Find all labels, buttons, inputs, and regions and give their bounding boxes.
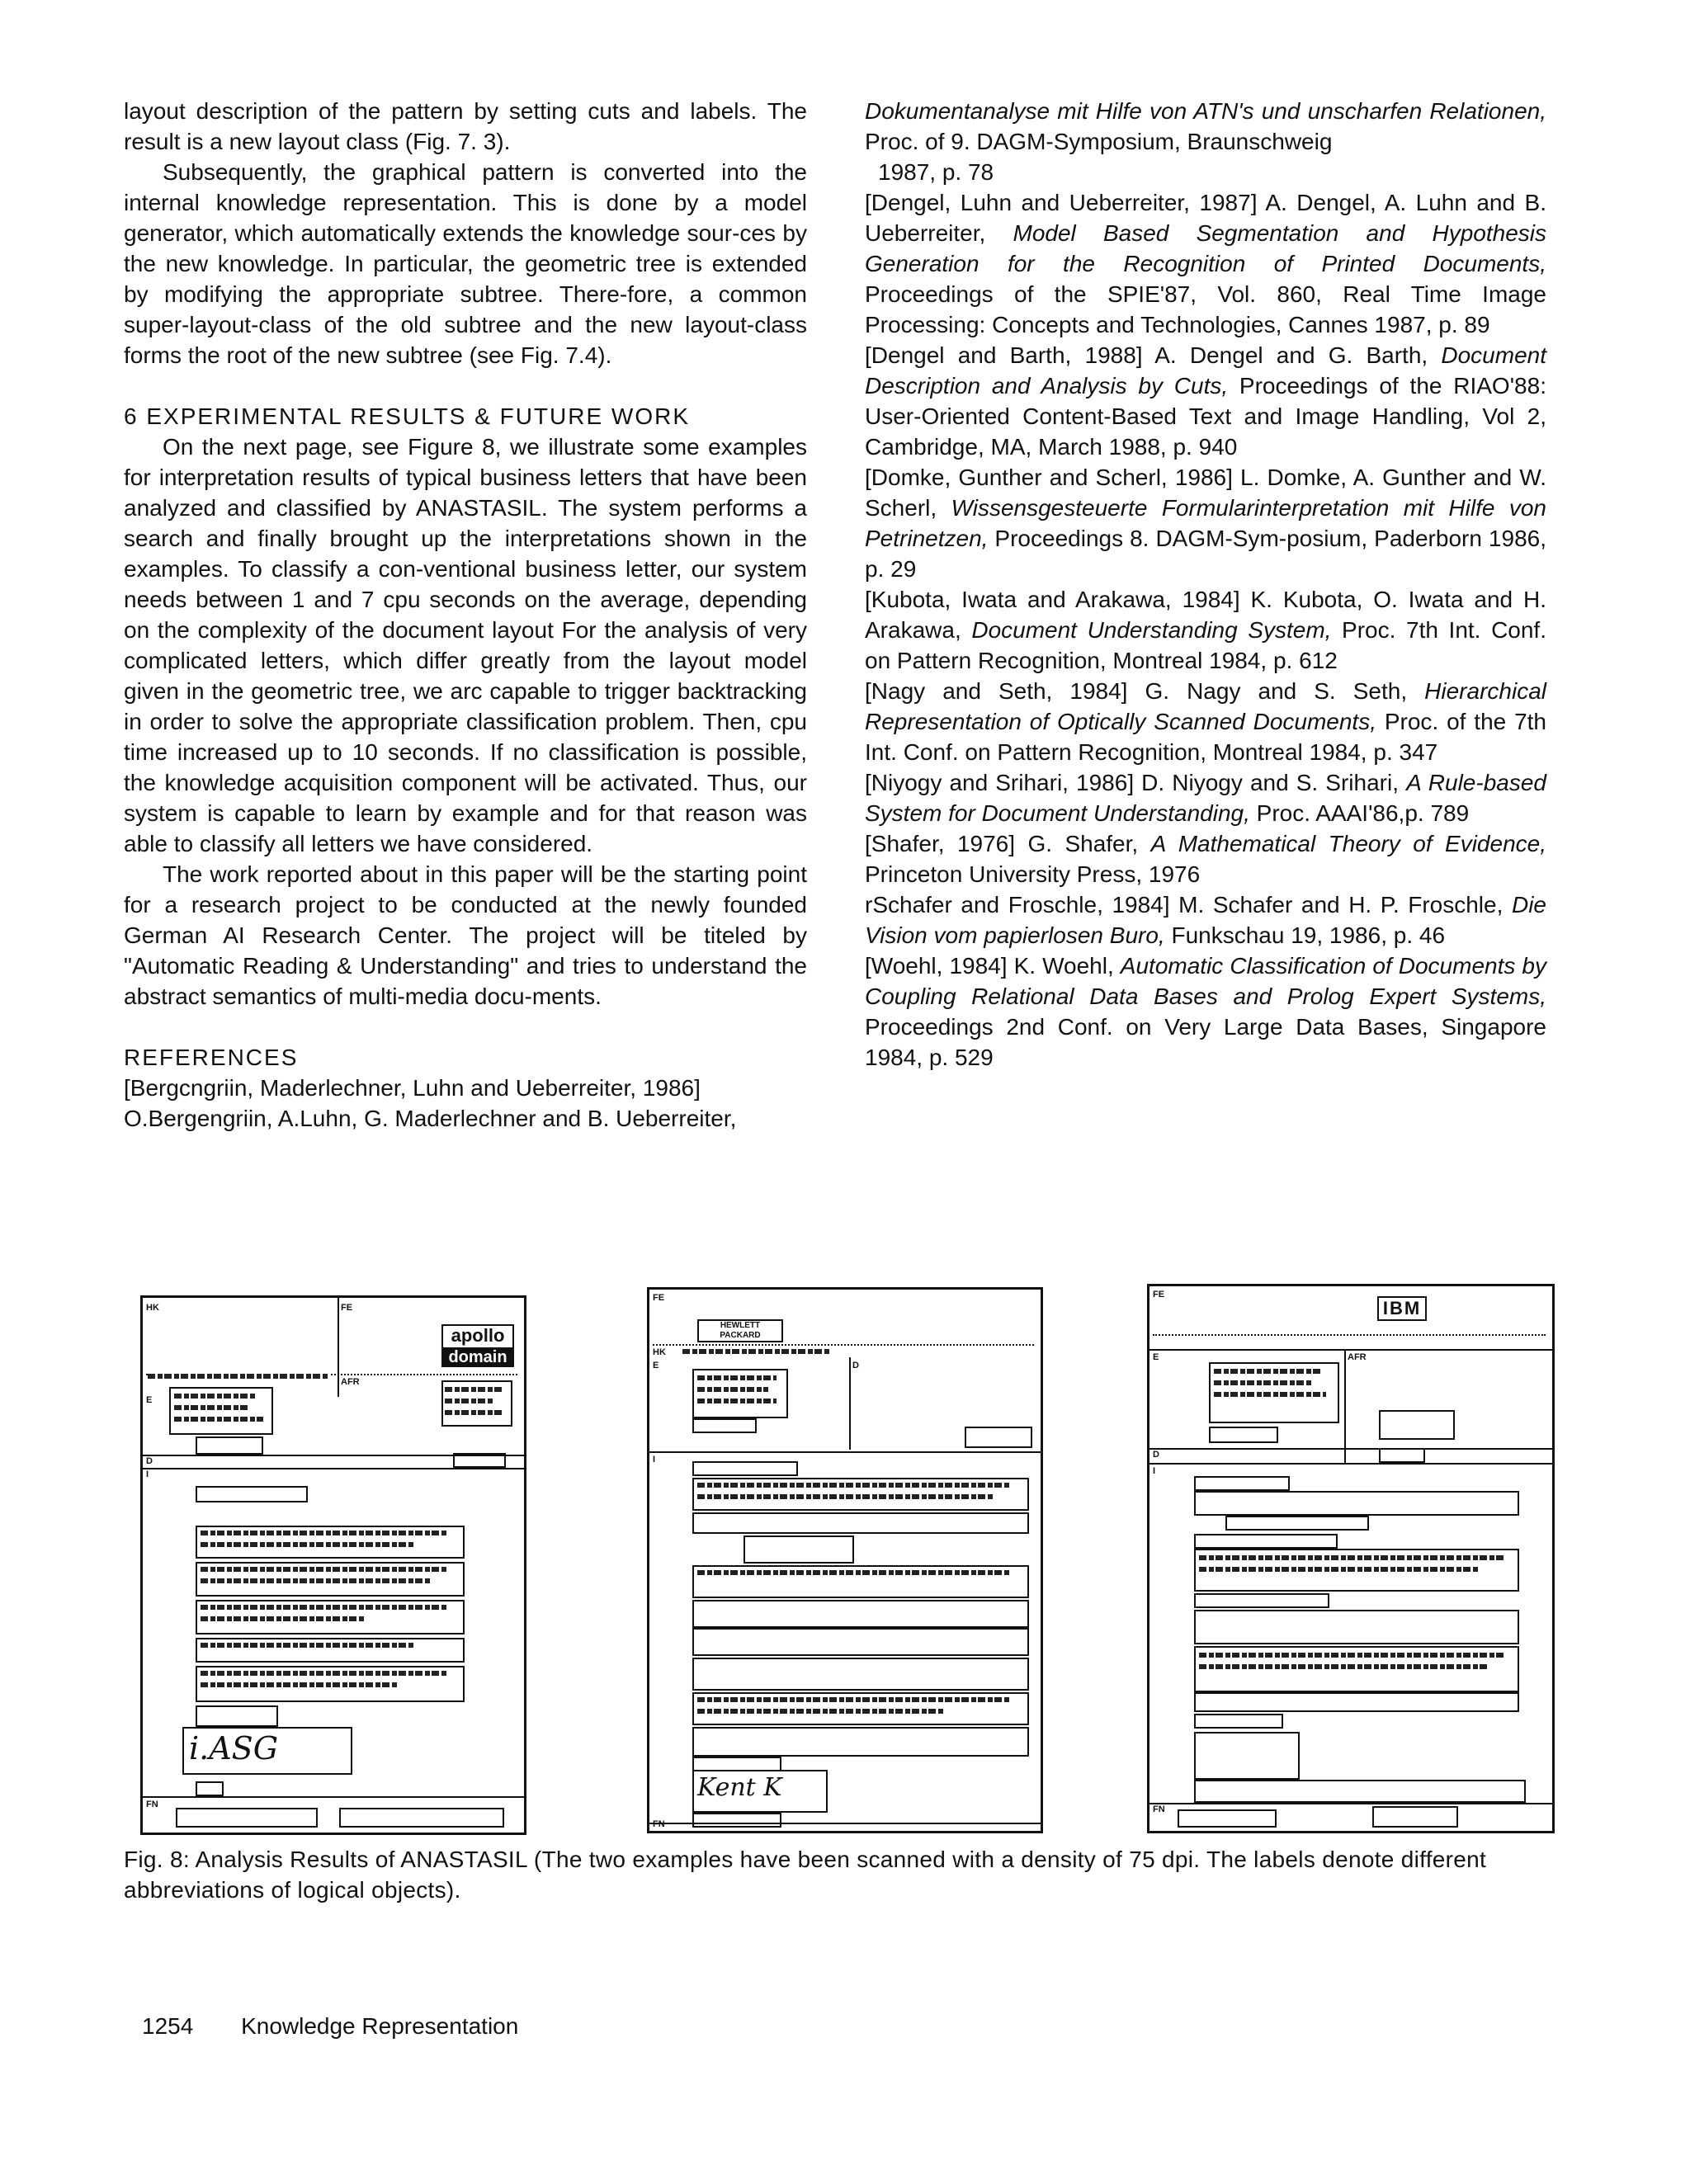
reference-7: [865, 767, 1546, 828]
ref9-rest: Funkschau 19, 1986, p. 46: [1164, 922, 1446, 948]
ref9-head: rSchafer and Froschle, 1984] M. Schafer and H. P. Froschle,: [865, 892, 1512, 917]
label-fe: FE: [341, 1303, 353, 1313]
ref10-head: [Woehl, 1984] K. Woehl,: [865, 953, 1121, 979]
page-number: 1254: [142, 2013, 194, 2039]
reference-8: [865, 828, 1546, 889]
ref8-rest: Princeton University Press, 1976: [865, 861, 1201, 887]
ref3-title: Document Description and Analysis by Cuts,: [865, 342, 1546, 399]
ref2-title: Model Based Segmentation and Hypothesis Generation for the Recognition of Printed Documents,: [865, 220, 1546, 276]
ref4-head: [Domke, Gunther and Scherl, 1986] L. Domke, A. Gunther and W. Scherl,: [865, 465, 1546, 521]
reference-6: [865, 676, 1546, 767]
reference-9: [865, 889, 1546, 950]
ref4-rest: Proceedings 8. DAGM-Sym-posium, Paderborn 1986, p. 29: [865, 526, 1546, 582]
left-column: [124, 96, 807, 1134]
ref2-rest: Proceedings of the SPIE'87, Vol. 860, Real Time Image Processing: Concepts and Technologies, Cannes 1987, p. 89: [865, 281, 1546, 337]
ref6-title: Hierarchical Representation of Optically Scanned Documents,: [865, 678, 1546, 734]
paragraph-4: The work reported about in this paper will be the starting point for a research project to be conducted at the newly founded German AI Research Center. The project will be titeled by "Automatic Reading & Understanding" and tries to understand the abstract semantics of multi-media docu-ments.: [124, 861, 807, 1009]
label-afr: AFR: [1348, 1352, 1367, 1362]
ref3-rest: Proceedings of the RIAO'88: User-Oriented Content-Based Text and Image Handling, Vol 2, Cambridge, MA, March 1988, p. 940: [865, 373, 1546, 460]
label-i: I: [653, 1455, 656, 1465]
ref1-authors: O.Bergengriin, A.Luhn, G. Maderlechner and B. Ueberreiter,: [124, 1106, 737, 1131]
ibm-logo: IBM: [1377, 1296, 1427, 1321]
reference-4: [865, 462, 1546, 584]
signature-box: [1194, 1732, 1300, 1780]
domain-logo: domain: [441, 1347, 514, 1367]
figure-caption: Fig. 8: Analysis Results of ANASTASIL (The two examples have been scanned with a density of 75 dpi. The labels denote different abbreviations of logical objects).: [124, 1847, 1487, 1903]
hp-logo: HEWLETT PACKARD: [697, 1319, 783, 1342]
label-fe: FE: [653, 1293, 665, 1303]
signature-doc2: Kent K: [697, 1773, 782, 1802]
label-fn: FN: [653, 1819, 665, 1829]
ref1-rest: Proc. of 9. DAGM-Symposium, Braunschweig: [865, 129, 1333, 154]
ref8-head: [Shafer, 1976] G. Shafer,: [865, 831, 1151, 856]
ref7-title: A Rule-based System for Document Understanding,: [865, 770, 1546, 826]
signature-doc1: i.ASG: [189, 1730, 279, 1767]
ref7-head: [Niyogy and Srihari, 1986] D. Niyogy and S. Srihari,: [865, 770, 1407, 795]
ref10-rest: Proceedings 2nd Conf. on Very Large Data Bases, Singapore 1984, p. 529: [865, 1014, 1546, 1070]
reference-1-continued: [865, 96, 1546, 157]
label-e: E: [1153, 1352, 1159, 1362]
label-i: I: [1153, 1466, 1156, 1476]
page-footer: [142, 2013, 518, 2040]
ref4-title: Wissensgesteuerte Formularinterpretation mit Hilfe von Petrinetzen,: [865, 495, 1546, 551]
label-afr: AFR: [341, 1377, 360, 1387]
ref5-title: Document Understanding System,: [971, 617, 1332, 643]
reference-10: [865, 950, 1546, 1073]
label-d: D: [146, 1456, 153, 1466]
label-hk: HK: [146, 1303, 159, 1313]
label-i: I: [146, 1469, 149, 1479]
label-d: D: [852, 1361, 859, 1370]
ref1-tail: 1987, p. 78: [878, 159, 994, 185]
ref1-key: [Bergcngriin, Maderlechner, Luhn and Ueberreiter, 1986]: [124, 1075, 701, 1101]
label-hk: HK: [653, 1347, 666, 1357]
label-e: E: [653, 1361, 659, 1370]
section-heading: 6 EXPERIMENTAL RESULTS & FUTURE WORK: [124, 403, 691, 429]
ref6-rest: Proc. of the 7th Int. Conf. on Pattern Recognition, Montreal 1984, p. 347: [865, 709, 1546, 765]
label-d: D: [1153, 1450, 1159, 1460]
figure-document-1: [140, 1295, 526, 1835]
references-heading: REFERENCES: [124, 1045, 299, 1070]
figure-document-2: [647, 1287, 1043, 1833]
apollo-logo: apollo: [441, 1324, 514, 1349]
ref7-rest: Proc. AAAI'86,p. 789: [1249, 800, 1470, 826]
paragraph-1: layout description of the pattern by setting cuts and labels. The result is a new layout class (Fig. 7. 3).: [124, 98, 807, 154]
footer-section: Knowledge Representation: [241, 2013, 519, 2039]
paragraph-2: Subsequently, the graphical pattern is converted into the internal knowledge representation. This is done by a model generator, which automatically extends the knowledge sour-ces by the new knowledge. In particular, the geometric tree is extended by modifying the appropriate subtree. There-fore, a common super-layout-class of the old subtree and the new layout-class forms the root of the new subtree (see Fig. 7.4).: [124, 159, 807, 368]
figure-document-3: [1147, 1284, 1555, 1833]
label-e: E: [146, 1395, 153, 1405]
reference-3: [865, 340, 1546, 462]
label-fn: FN: [146, 1800, 158, 1809]
paragraph-3: On the next page, see Figure 8, we illustrate some examples for interpretation results of typical business letters that have been analyzed and classified by ANASTASIL. The system performs a search and finally brought up the interpretations shown in the examples. To classify a con-ventional business letter, our system needs between 1 and 7 cpu seconds on the average, depending on the complexity of the document layout For the analysis of very complicated letters, which differ greatly from the layout model given in the geometric tree, we arc capable to trigger backtracking in order to solve the appropriate classification problem. Then, cpu time increased up to 10 seconds. If no classification is possible, the knowledge acquisition component will be activated. Thus, our system is capable to learn by example and for that reason was able to classify all letters we have considered.: [124, 434, 807, 856]
ref6-head: [Nagy and Seth, 1984] G. Nagy and S. Seth,: [865, 678, 1425, 704]
ref2-head: [Dengel, Luhn and Ueberreiter, 1987] A. Dengel, A. Luhn and B. Ueberreiter,: [865, 190, 1546, 246]
ref10-title: Automatic Classification of Documents by Coupling Relational Data Bases and Prolog Expert Systems,: [865, 953, 1546, 1009]
ref5-head: [Kubota, Iwata and Arakawa, 1984] K. Kubota, O. Iwata and H. Arakawa,: [865, 587, 1546, 643]
ref8-title: A Mathematical Theory of Evidence,: [1150, 831, 1546, 856]
reference-2: [865, 187, 1546, 340]
reference-5: [865, 584, 1546, 676]
right-column: [865, 96, 1546, 1073]
ref1-title: Dokumentanalyse mit Hilfe von ATN's und unscharfen Relationen,: [865, 98, 1546, 124]
ref9-title: Die Vision vom papierlosen Buro,: [865, 892, 1546, 948]
ref3-head: [Dengel and Barth, 1988] A. Dengel and G. Barth,: [865, 342, 1442, 368]
label-fn: FN: [1153, 1804, 1165, 1814]
ref5-rest: Proc. 7th Int. Conf. on Pattern Recognition, Montreal 1984, p. 612: [865, 617, 1546, 673]
label-fe: FE: [1153, 1290, 1165, 1300]
